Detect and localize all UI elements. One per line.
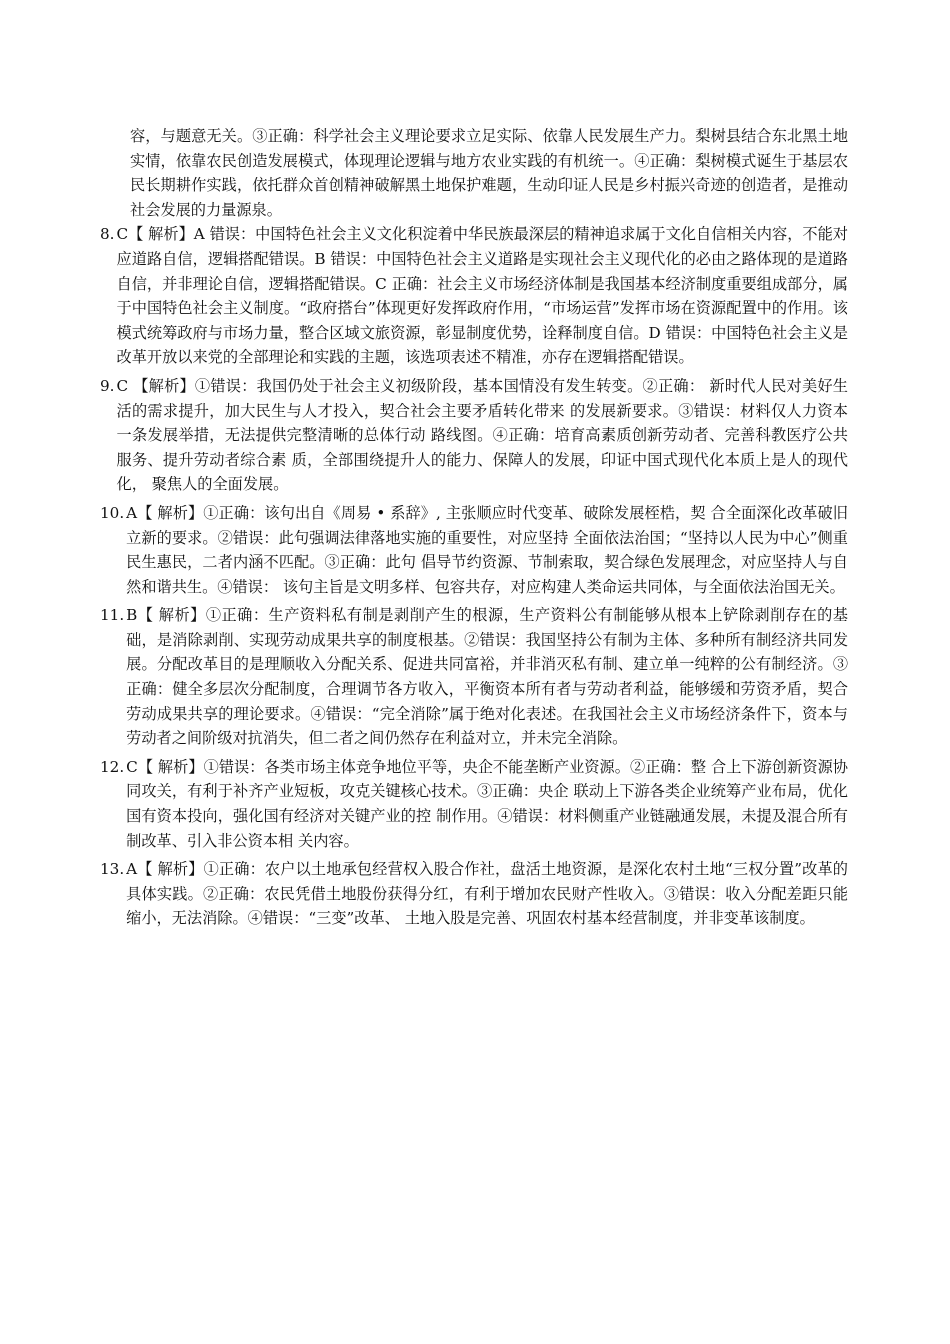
item-text: B【 解析】①正确：生产资料私有制是剥削产生的根源，生产资料公有制能够从根本上铲除剥削存在的基础，是消除剥削、实现劳动成果共享的制度根基。②错误：我国坚持公有制为主体、多种所有制经济共同发展。分配改革目的是理顺收入分配关系、促进共同富裕，并非消灭私有制、建立单一纯粹的公有制经济。③正确：健全多层次分配制度，合理调节各方收入，平衡资本所有者与劳动者利益，能够缓和劳资矛盾，契合劳动成果共享的理论要求。④错误：“完全消除”属于绝对化表述。在我国社会主义市场经济条件下，资本与劳动者之间阶级对抗消失，但二者之间仍然存在利益对立，并未完全消除。 bbox=[126, 606, 848, 748]
answer-item-9 bbox=[100, 374, 848, 497]
answer-item-12 bbox=[100, 755, 848, 853]
item-text: C 【解析】①错误：我国仍处于社会主义初级阶段，基本国情没有发生转变。②正确： 新时代人民对美好生活的需求提升，加大民生与人才投入，契合社会主要矛盾转化带来 的发展新要求。③错误：材料仅人力资本一条发展举措，无法提供完整清晰的总体行动 路线图。④正确：培育高素质创新劳动者、完善科教医疗公共服务、提升劳动者综合素 质，全部围绕提升人的能力、保障人的发展，印证中国式现代化本质上是人的现代化， 聚焦人的全面发展。 bbox=[116, 376, 848, 494]
answer-item-10 bbox=[100, 501, 848, 599]
answer-item-13 bbox=[100, 857, 848, 931]
item-number: 13. bbox=[100, 860, 125, 879]
item-text: C【 解析】①错误：各类市场主体竞争地位平等，央企不能垄断产业资源。②正确：整 合上下游创新资源协同攻关，有利于补齐产业短板，攻克关键核心技术。③正确：央企 联动上下游各类企业统筹产业布局，优化国有资本投向，强化国有经济对关键产业的控 制作用。④错误：材料侧重产业链融通发展，未提及混合所有制改革、引入非公资本相 关内容。 bbox=[126, 757, 848, 850]
item-number: 12. bbox=[100, 757, 125, 776]
answer-item-11 bbox=[100, 603, 848, 751]
item-text: A【 解析】①正确：农户以土地承包经营权入股合作社，盘活土地资源，是深化农村土地“三权分置”改革的具体实践。②正确：农民凭借土地股份获得分红，有利于增加农民财产性收入。③错误：收入分配差距只能缩小，无法消除。④错误：“三变”改革、 土地入股是完善、巩固农村基本经营制度，并非变革该制度。 bbox=[126, 860, 848, 928]
answer-explanations bbox=[100, 124, 848, 931]
item-number: 10. bbox=[100, 503, 125, 522]
item-text: C【 解析】A 错误：中国特色社会主义文化积淀着中华民族最深层的精神追求属于文化自信相关内容，不能对应道路自信，逻辑搭配错误。B 错误：中国特色社会主义道路是实现社会主义现代化的必由之路体现的是道路自信，并非理论自信，逻辑搭配错误。C 正确：社会主义市场经济体制是我国基本经济制度重要组成部分，属于中国特色社会主义制度。“政府搭台”体现更好发挥政府作用，“市场运营”发挥市场在资源配置中的作用。该模式统筹政府与市场力量，整合区域文旅资源，彰显制度优势，诠释制度自信。D 错误：中国特色社会主义是改革开放以来党的全部理论和实践的主题，该选项表述不精准，亦存在逻辑搭配错误。 bbox=[116, 225, 848, 367]
item-number: 11. bbox=[100, 606, 125, 625]
continued-paragraph: 容，与题意无关。③正确：科学社会主义理论要求立足实际、依靠人民发展生产力。梨树县结合东北黑土地实情，依靠农民创造发展模式，体现理论逻辑与地方农业实践的有机统一。④正确：梨树模式诞生于基层农民长期耕作实践，依托群众首创精神破解黑土地保护难题，生动印证人民是乡村振兴奇迹的创造者，是推动社会发展的力量源泉。 bbox=[130, 127, 848, 219]
answer-item-8 bbox=[100, 222, 848, 370]
item-number: 8. bbox=[100, 225, 115, 244]
item-text: A【 解析】①正确：该句出自《周易 • 系辞》, 主张顺应时代变革、破除发展桎梏，契 合全面深化改革破旧立新的要求。②错误：此句强调法律落地实施的重要性，对应坚持 全面依法治国；“坚持以人民为中心”侧重民生惠民，二者内涵不匹配。③正确：此句 倡导节约资源、节制索取，契合绿色发展理念，对应坚持人与自然和谐共生。④错误： 该句主旨是文明多样、包容共存，对应构建人类命运共同体，与全面依法治国无关。 bbox=[126, 503, 848, 596]
item-number: 9. bbox=[100, 376, 115, 395]
